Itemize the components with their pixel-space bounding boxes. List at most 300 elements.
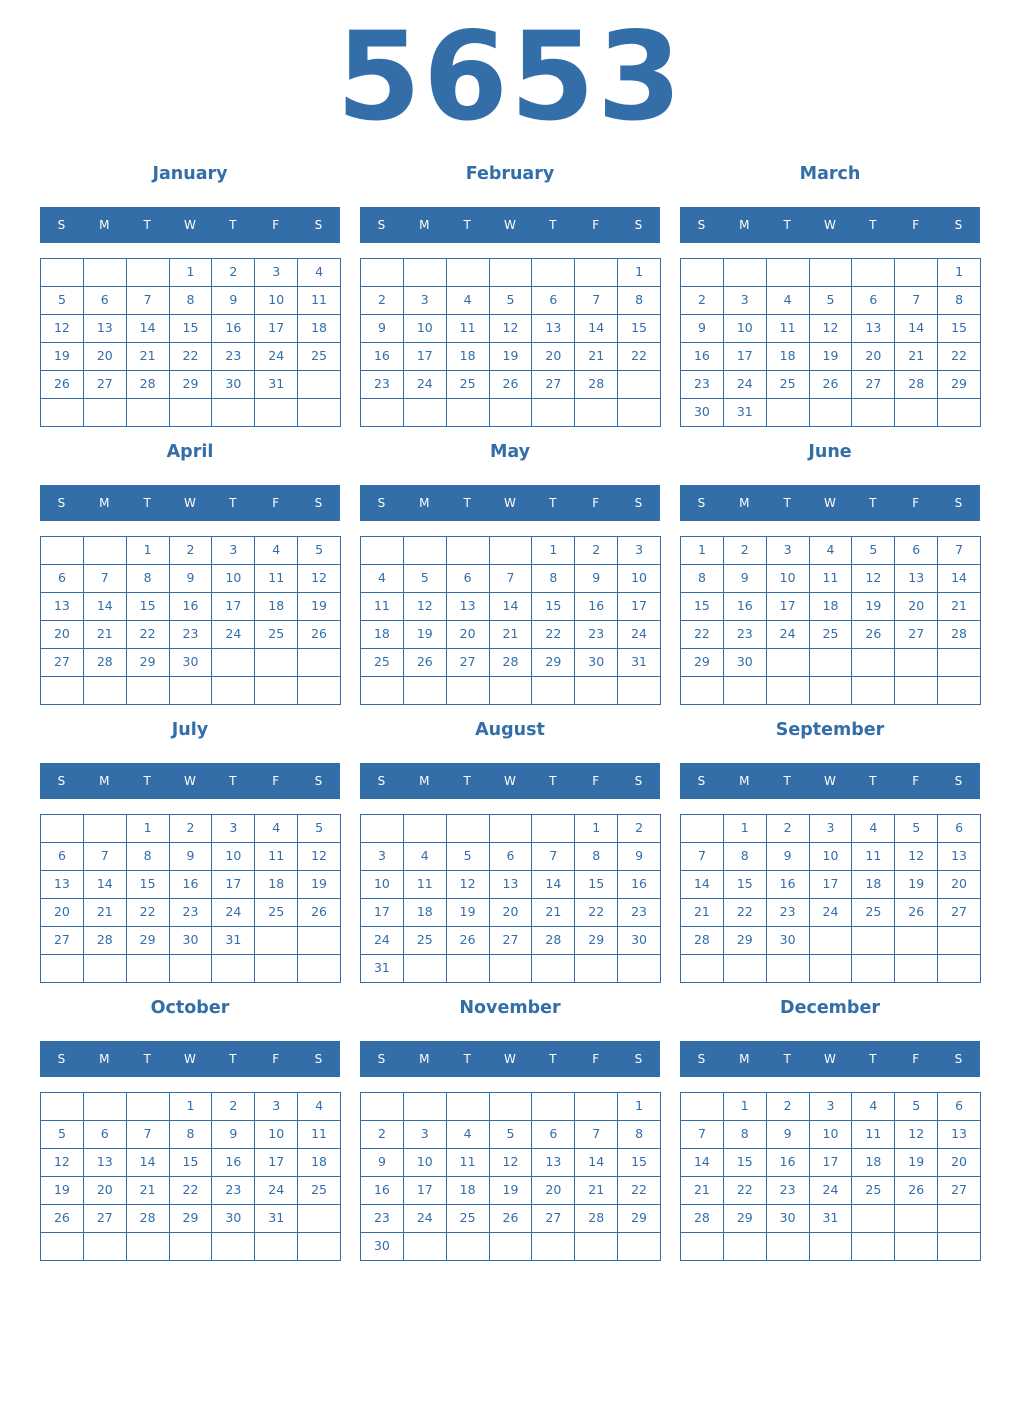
weekday-header-row <box>40 207 340 243</box>
empty-cell <box>680 1092 724 1122</box>
day-cell: 13 <box>894 564 938 594</box>
weekday-header: F <box>912 218 920 232</box>
day-cell: 19 <box>488 1176 532 1206</box>
day-cell: 22 <box>531 620 575 650</box>
empty-cell <box>851 954 895 984</box>
day-cell: 15 <box>574 870 618 900</box>
empty-cell <box>82 258 126 288</box>
day-cell: 12 <box>297 842 341 872</box>
day-cell: 18 <box>402 898 446 928</box>
day-cell: 22 <box>168 1176 212 1206</box>
day-cell: 16 <box>168 870 212 900</box>
day-cell: 5 <box>40 286 84 316</box>
day-cell: 9 <box>617 842 661 872</box>
empty-cell <box>360 676 404 706</box>
weekday-header-row <box>360 1041 660 1077</box>
day-cell: 21 <box>531 898 575 928</box>
day-cell: 21 <box>680 898 724 928</box>
day-cell: 13 <box>531 1148 575 1178</box>
day-cell: 15 <box>168 314 212 344</box>
day-cell: 7 <box>680 1120 724 1150</box>
month-name: August <box>475 720 545 740</box>
day-cell: 20 <box>851 342 895 372</box>
empty-cell <box>297 926 341 956</box>
weekday-header: T <box>143 218 151 232</box>
empty-cell <box>722 676 766 706</box>
weekday-header: T <box>549 1052 557 1066</box>
day-cell: 14 <box>680 870 724 900</box>
day-cell: 11 <box>254 564 298 594</box>
empty-cell <box>722 258 766 288</box>
day-cell: 11 <box>402 870 446 900</box>
empty-cell <box>531 258 575 288</box>
weekday-header: T <box>463 774 471 788</box>
day-cell: 20 <box>40 620 84 650</box>
day-cell: 23 <box>765 1176 809 1206</box>
day-cell: 18 <box>254 870 298 900</box>
day-cell: 26 <box>297 620 341 650</box>
weekday-header: M <box>419 496 430 510</box>
empty-cell <box>360 1092 404 1122</box>
month-name: December <box>780 998 880 1018</box>
weekday-header: W <box>824 1052 836 1066</box>
day-cell: 8 <box>574 842 618 872</box>
empty-cell <box>894 926 938 956</box>
empty-cell <box>82 536 126 566</box>
day-cell: 25 <box>360 648 404 678</box>
empty-cell <box>765 258 809 288</box>
day-cell: 14 <box>894 314 938 344</box>
day-cell: 22 <box>168 342 212 372</box>
day-cell: 24 <box>211 898 255 928</box>
day-cell: 28 <box>125 370 169 400</box>
day-cell: 10 <box>254 286 298 316</box>
day-cell: 11 <box>851 1120 895 1150</box>
empty-cell <box>765 398 809 428</box>
day-cell: 8 <box>617 286 661 316</box>
day-cell: 10 <box>722 314 766 344</box>
weekday-header: T <box>143 496 151 510</box>
day-cell: 1 <box>937 258 981 288</box>
weekday-header: S <box>697 1052 706 1066</box>
weekday-header: W <box>504 1052 516 1066</box>
day-cell: 10 <box>808 1120 852 1150</box>
day-cell: 17 <box>211 870 255 900</box>
day-cell: 20 <box>937 1148 981 1178</box>
empty-cell <box>297 1232 341 1262</box>
day-cell: 18 <box>851 870 895 900</box>
day-cell: 16 <box>360 1176 404 1206</box>
day-cell: 3 <box>617 536 661 566</box>
empty-cell <box>82 954 126 984</box>
day-cell: 22 <box>125 620 169 650</box>
weekday-header: S <box>697 496 706 510</box>
weekday-header: M <box>99 496 110 510</box>
day-cell: 15 <box>617 314 661 344</box>
day-cell: 28 <box>531 926 575 956</box>
day-cell: 13 <box>40 592 84 622</box>
day-cell: 11 <box>297 286 341 316</box>
day-cell: 13 <box>937 842 981 872</box>
day-cell: 18 <box>297 1148 341 1178</box>
empty-cell <box>937 926 981 956</box>
day-cell: 1 <box>722 814 766 844</box>
day-cell: 25 <box>765 370 809 400</box>
day-cell: 25 <box>297 1176 341 1206</box>
empty-cell <box>254 676 298 706</box>
day-cell: 12 <box>297 564 341 594</box>
day-cell: 14 <box>125 1148 169 1178</box>
day-cell: 6 <box>851 286 895 316</box>
day-cell: 22 <box>937 342 981 372</box>
day-cell: 21 <box>488 620 532 650</box>
day-cell: 6 <box>937 814 981 844</box>
day-cell: 29 <box>168 1204 212 1234</box>
day-cell: 2 <box>211 1092 255 1122</box>
empty-cell <box>211 1232 255 1262</box>
day-cell: 19 <box>445 898 489 928</box>
day-cell: 9 <box>360 314 404 344</box>
empty-cell <box>894 398 938 428</box>
weekday-header-row <box>360 207 660 243</box>
day-cell: 26 <box>445 926 489 956</box>
day-cell: 24 <box>211 620 255 650</box>
empty-cell <box>722 954 766 984</box>
empty-cell <box>937 398 981 428</box>
day-cell: 6 <box>531 286 575 316</box>
day-cell: 21 <box>894 342 938 372</box>
weekday-header: F <box>272 774 280 788</box>
empty-cell <box>82 814 126 844</box>
day-cell: 16 <box>211 314 255 344</box>
day-cell: 7 <box>937 536 981 566</box>
day-cell: 27 <box>82 1204 126 1234</box>
empty-cell <box>488 258 532 288</box>
day-cell: 7 <box>680 842 724 872</box>
day-cell: 18 <box>851 1148 895 1178</box>
weekday-header-row <box>680 207 980 243</box>
weekday-header: F <box>592 774 600 788</box>
day-grid <box>40 814 340 982</box>
day-cell: 20 <box>40 898 84 928</box>
day-cell: 1 <box>617 1092 661 1122</box>
weekday-header: T <box>229 496 237 510</box>
day-cell: 5 <box>488 1120 532 1150</box>
empty-cell <box>808 398 852 428</box>
weekday-header: S <box>314 1052 323 1066</box>
empty-cell <box>765 648 809 678</box>
day-cell: 30 <box>211 370 255 400</box>
day-cell: 27 <box>82 370 126 400</box>
weekday-header: S <box>57 774 66 788</box>
empty-cell <box>125 398 169 428</box>
day-cell: 17 <box>808 1148 852 1178</box>
empty-cell <box>808 676 852 706</box>
empty-cell <box>894 258 938 288</box>
empty-cell <box>531 954 575 984</box>
day-cell: 14 <box>574 1148 618 1178</box>
day-cell: 26 <box>40 370 84 400</box>
day-cell: 14 <box>680 1148 724 1178</box>
empty-cell <box>851 648 895 678</box>
day-cell: 24 <box>765 620 809 650</box>
empty-cell <box>125 1232 169 1262</box>
day-cell: 11 <box>765 314 809 344</box>
empty-cell <box>574 258 618 288</box>
day-cell: 24 <box>402 370 446 400</box>
empty-cell <box>445 814 489 844</box>
empty-cell <box>531 1092 575 1122</box>
day-cell: 15 <box>722 870 766 900</box>
empty-cell <box>765 676 809 706</box>
month-name: January <box>152 164 228 184</box>
day-cell: 5 <box>297 536 341 566</box>
day-cell: 25 <box>445 370 489 400</box>
day-cell: 27 <box>40 648 84 678</box>
day-cell: 24 <box>808 898 852 928</box>
empty-cell <box>360 258 404 288</box>
day-cell: 17 <box>402 1176 446 1206</box>
day-cell: 8 <box>937 286 981 316</box>
empty-cell <box>402 814 446 844</box>
empty-cell <box>531 676 575 706</box>
empty-cell <box>297 954 341 984</box>
month-october <box>40 996 340 1266</box>
day-cell: 22 <box>722 898 766 928</box>
weekday-header: S <box>314 774 323 788</box>
empty-cell <box>125 1092 169 1122</box>
month-name: March <box>799 164 861 184</box>
weekday-header: S <box>634 496 643 510</box>
weekday-header: T <box>549 218 557 232</box>
day-cell: 13 <box>531 314 575 344</box>
empty-cell <box>574 398 618 428</box>
day-cell: 23 <box>360 370 404 400</box>
day-cell: 20 <box>82 1176 126 1206</box>
empty-cell <box>254 398 298 428</box>
day-cell: 16 <box>168 592 212 622</box>
day-cell: 7 <box>488 564 532 594</box>
day-cell: 10 <box>211 564 255 594</box>
day-cell: 7 <box>894 286 938 316</box>
day-cell: 2 <box>617 814 661 844</box>
empty-cell <box>937 648 981 678</box>
weekday-header: T <box>229 218 237 232</box>
day-cell: 8 <box>125 842 169 872</box>
day-cell: 24 <box>617 620 661 650</box>
day-cell: 14 <box>937 564 981 594</box>
empty-cell <box>765 954 809 984</box>
empty-cell <box>297 676 341 706</box>
day-cell: 19 <box>40 1176 84 1206</box>
empty-cell <box>445 676 489 706</box>
empty-cell <box>851 258 895 288</box>
day-cell: 31 <box>722 398 766 428</box>
empty-cell <box>894 648 938 678</box>
empty-cell <box>402 398 446 428</box>
day-cell: 10 <box>402 1148 446 1178</box>
empty-cell <box>125 676 169 706</box>
day-cell: 21 <box>125 1176 169 1206</box>
day-cell: 3 <box>765 536 809 566</box>
empty-cell <box>40 954 84 984</box>
day-cell: 15 <box>168 1148 212 1178</box>
day-cell: 14 <box>82 592 126 622</box>
month-name: April <box>166 442 214 462</box>
day-cell: 30 <box>574 648 618 678</box>
empty-cell <box>297 648 341 678</box>
weekday-header: F <box>592 496 600 510</box>
day-cell: 13 <box>40 870 84 900</box>
day-cell: 11 <box>851 842 895 872</box>
weekday-header: T <box>143 1052 151 1066</box>
day-cell: 5 <box>297 814 341 844</box>
empty-cell <box>851 926 895 956</box>
empty-cell <box>82 398 126 428</box>
day-cell: 25 <box>851 898 895 928</box>
day-cell: 25 <box>808 620 852 650</box>
day-cell: 21 <box>937 592 981 622</box>
day-cell: 4 <box>402 842 446 872</box>
day-cell: 23 <box>168 898 212 928</box>
weekday-header: S <box>697 218 706 232</box>
empty-cell <box>851 398 895 428</box>
day-cell: 21 <box>125 342 169 372</box>
day-cell: 3 <box>808 1092 852 1122</box>
day-cell: 30 <box>360 1232 404 1262</box>
day-cell: 21 <box>574 342 618 372</box>
weekday-header: W <box>504 496 516 510</box>
weekday-header: S <box>954 496 963 510</box>
day-cell: 28 <box>574 1204 618 1234</box>
empty-cell <box>894 1232 938 1262</box>
day-cell: 8 <box>722 1120 766 1150</box>
day-cell: 31 <box>808 1204 852 1234</box>
day-cell: 29 <box>937 370 981 400</box>
weekday-header: T <box>869 774 877 788</box>
day-cell: 28 <box>680 1204 724 1234</box>
empty-cell <box>168 398 212 428</box>
day-cell: 29 <box>617 1204 661 1234</box>
day-cell: 2 <box>211 258 255 288</box>
day-cell: 16 <box>680 342 724 372</box>
day-cell: 13 <box>82 1148 126 1178</box>
empty-cell <box>617 676 661 706</box>
empty-cell <box>808 1232 852 1262</box>
day-cell: 9 <box>765 842 809 872</box>
empty-cell <box>40 1092 84 1122</box>
day-cell: 10 <box>402 314 446 344</box>
day-cell: 5 <box>445 842 489 872</box>
empty-cell <box>488 1232 532 1262</box>
day-cell: 17 <box>254 314 298 344</box>
empty-cell <box>40 676 84 706</box>
empty-cell <box>808 926 852 956</box>
day-cell: 10 <box>254 1120 298 1150</box>
day-cell: 6 <box>488 842 532 872</box>
day-cell: 18 <box>765 342 809 372</box>
weekday-header: S <box>377 218 386 232</box>
weekday-header: S <box>634 218 643 232</box>
day-cell: 3 <box>402 286 446 316</box>
weekday-header: W <box>184 218 196 232</box>
day-cell: 17 <box>765 592 809 622</box>
day-cell: 24 <box>254 342 298 372</box>
day-cell: 1 <box>125 536 169 566</box>
day-grid <box>360 258 660 426</box>
day-cell: 25 <box>402 926 446 956</box>
empty-cell <box>402 1092 446 1122</box>
empty-cell <box>488 1092 532 1122</box>
day-cell: 16 <box>765 1148 809 1178</box>
day-cell: 23 <box>722 620 766 650</box>
empty-cell <box>297 1204 341 1234</box>
weekday-header: F <box>592 1052 600 1066</box>
empty-cell <box>445 398 489 428</box>
day-cell: 12 <box>445 870 489 900</box>
day-cell: 21 <box>680 1176 724 1206</box>
day-cell: 4 <box>808 536 852 566</box>
day-cell: 12 <box>40 1148 84 1178</box>
day-cell: 27 <box>894 620 938 650</box>
day-cell: 15 <box>125 870 169 900</box>
day-cell: 19 <box>851 592 895 622</box>
empty-cell <box>531 398 575 428</box>
day-cell: 28 <box>125 1204 169 1234</box>
day-cell: 28 <box>82 648 126 678</box>
day-cell: 6 <box>82 1120 126 1150</box>
empty-cell <box>680 258 724 288</box>
day-cell: 12 <box>40 314 84 344</box>
empty-cell <box>488 814 532 844</box>
day-cell: 3 <box>808 814 852 844</box>
empty-cell <box>82 676 126 706</box>
day-cell: 15 <box>722 1148 766 1178</box>
day-cell: 25 <box>445 1204 489 1234</box>
weekday-header-row <box>680 763 980 799</box>
empty-cell <box>402 954 446 984</box>
day-cell: 1 <box>531 536 575 566</box>
day-cell: 17 <box>254 1148 298 1178</box>
day-cell: 2 <box>168 814 212 844</box>
day-cell: 9 <box>360 1148 404 1178</box>
weekday-header: T <box>783 1052 791 1066</box>
weekday-header: S <box>634 774 643 788</box>
day-cell: 2 <box>765 1092 809 1122</box>
weekday-header: T <box>463 496 471 510</box>
weekday-header: S <box>57 496 66 510</box>
day-cell: 7 <box>125 286 169 316</box>
month-november <box>360 996 660 1266</box>
month-name: September <box>775 720 885 740</box>
empty-cell <box>488 536 532 566</box>
day-cell: 11 <box>254 842 298 872</box>
day-cell: 28 <box>574 370 618 400</box>
day-cell: 1 <box>722 1092 766 1122</box>
empty-cell <box>40 1232 84 1262</box>
day-cell: 19 <box>488 342 532 372</box>
month-name: July <box>171 720 209 740</box>
day-cell: 2 <box>722 536 766 566</box>
day-cell: 4 <box>445 1120 489 1150</box>
day-cell: 22 <box>617 342 661 372</box>
weekday-header: F <box>912 1052 920 1066</box>
day-grid <box>360 814 660 982</box>
empty-cell <box>297 370 341 400</box>
day-cell: 9 <box>168 842 212 872</box>
weekday-header-row <box>680 1041 980 1077</box>
day-cell: 20 <box>531 1176 575 1206</box>
